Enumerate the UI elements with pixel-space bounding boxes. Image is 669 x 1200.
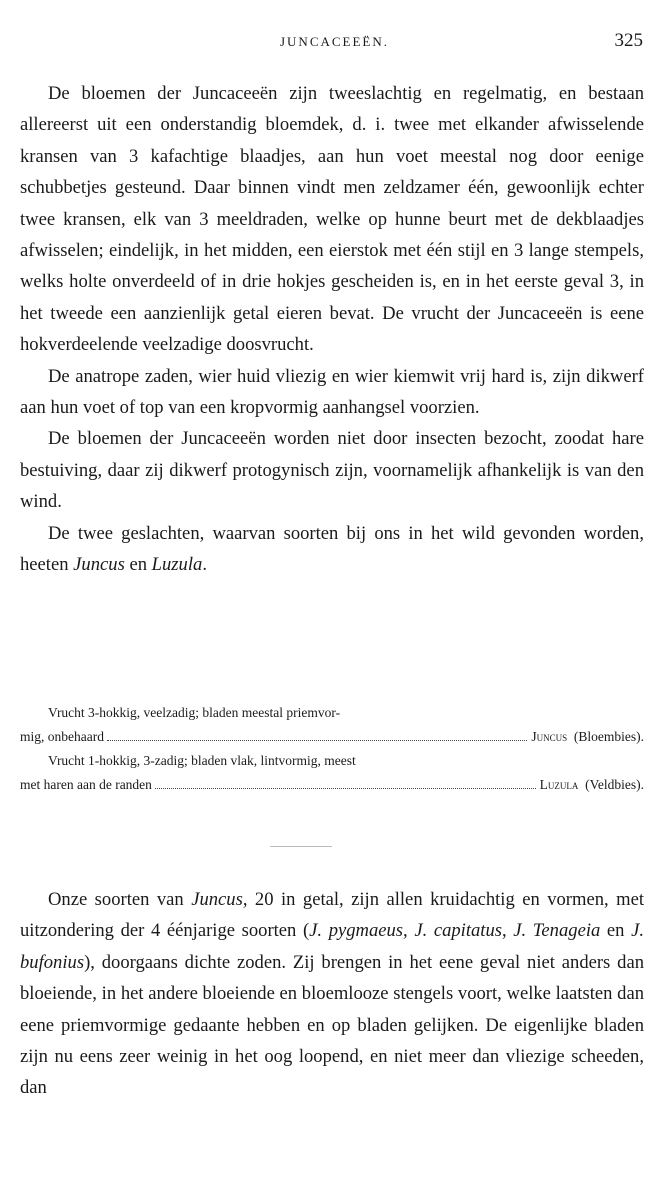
text-run: , 20 in getal, zijn allen kruidachtig en vormen, met uitzondering der 4 éénjarige soorten ( (20, 889, 644, 942)
genera-text-before: De twee geslachten, waarvan soorten bij ons in het wild gevonden worden, heeten (20, 522, 644, 576)
section-divider (270, 846, 332, 847)
key-line (20, 773, 644, 797)
text-run: ), doorgaans dichte zoden. Zij brengen in het eene geval niet anders dan bloeiende, in het andere bloeiende en bloemlooze stengels voort, welke laatsten dan eene priemvormige gedaante hebben en op bladen gelijken. De eigenlijke bladen zijn nu eens zeer weinig in het oog loopend, en niet meer dan vliezige scheeden, dan (20, 951, 644, 1099)
juncus-text (20, 884, 644, 1104)
key-line-text: mig, onbehaard (20, 729, 104, 744)
italic-genus: Juncus (191, 889, 243, 910)
key-common-name: (Veldbies). (585, 777, 644, 792)
paragraph-pollination: De bloemen der Juncaceeën worden niet door insecten bezocht, zoodat hare bestuiving, daar zij dikwerf protogynisch zijn, voornamelijk afhankelijk is van den wind. (20, 428, 644, 513)
italic-species: J. pygmaeus, J. capitatus (309, 920, 503, 942)
italic-species: J. Tenageia (513, 920, 601, 942)
genera-text-after: . (202, 554, 207, 576)
running-head (0, 30, 669, 56)
text-run: en (600, 920, 632, 942)
key-line: Vrucht 1-hokkig, 3-zadig; bladen vlak, lintvormig, meest (48, 753, 356, 768)
key-line-text: met haren aan de randen (20, 777, 152, 792)
key-entry-juncus (20, 701, 644, 749)
genera-connector: en (124, 554, 152, 576)
page-number: 325 (614, 30, 643, 51)
running-title: JUNCACEEËN. (279, 34, 390, 49)
dot-leader (107, 740, 527, 741)
italic-species: J. bufonius (20, 920, 644, 973)
genus-key (20, 701, 644, 797)
genus-juncus: Juncus (73, 554, 125, 576)
key-genus: Luzula (539, 777, 579, 792)
paragraph-flowers: De bloemen der Juncaceeën zijn tweeslachtig en regelmatig, en bestaan allereerst uit een onderstandig bloemdek, d. i. twee met elkander afwisselende kransen van 3 kafachtige blaadjes, aan hun voet meestal nog door eenige schubbetjes gesteund. Daar binnen vindt men zeldzamer één, gewoonlijk echter twee kransen, elk van 3 meeldraden, welke op hunne beurt met de dekblaadjes afwisselen; eindelijk, in het midden, een eierstok met één stijl en 3 lange stempels, welks holte onverdeeld of in drie hokjes gescheiden is, en in het eerste geval 3, in het tweede een aanzienlijk getal eieren bevat. De vrucht der Juncaceeën is eene hokverdeelende veelzadige doosvrucht. (20, 83, 644, 356)
dot-leader (155, 788, 536, 789)
key-entry-luzula (20, 749, 644, 797)
key-common-name: (Bloembies). (573, 729, 644, 744)
paragraph-seeds: De anatrope zaden, wier huid vliezig en wier kiemwit vrij hard is, zijn dikwerf aan hun voet of top van een kropvormig aanhangsel voorzien. (20, 365, 644, 419)
intro-text (20, 78, 644, 581)
text-run: Onze soorten van (48, 889, 192, 910)
key-line: Vrucht 3-hokkig, veelzadig; bladen meestal priemvor- (48, 705, 341, 720)
text-run: , (502, 920, 514, 942)
paragraph-juncus-species (20, 884, 644, 1104)
key-line (20, 725, 644, 749)
paragraph-genera (20, 518, 644, 581)
genus-luzula: Luzula (151, 554, 203, 576)
key-genus: Juncus (531, 729, 568, 744)
